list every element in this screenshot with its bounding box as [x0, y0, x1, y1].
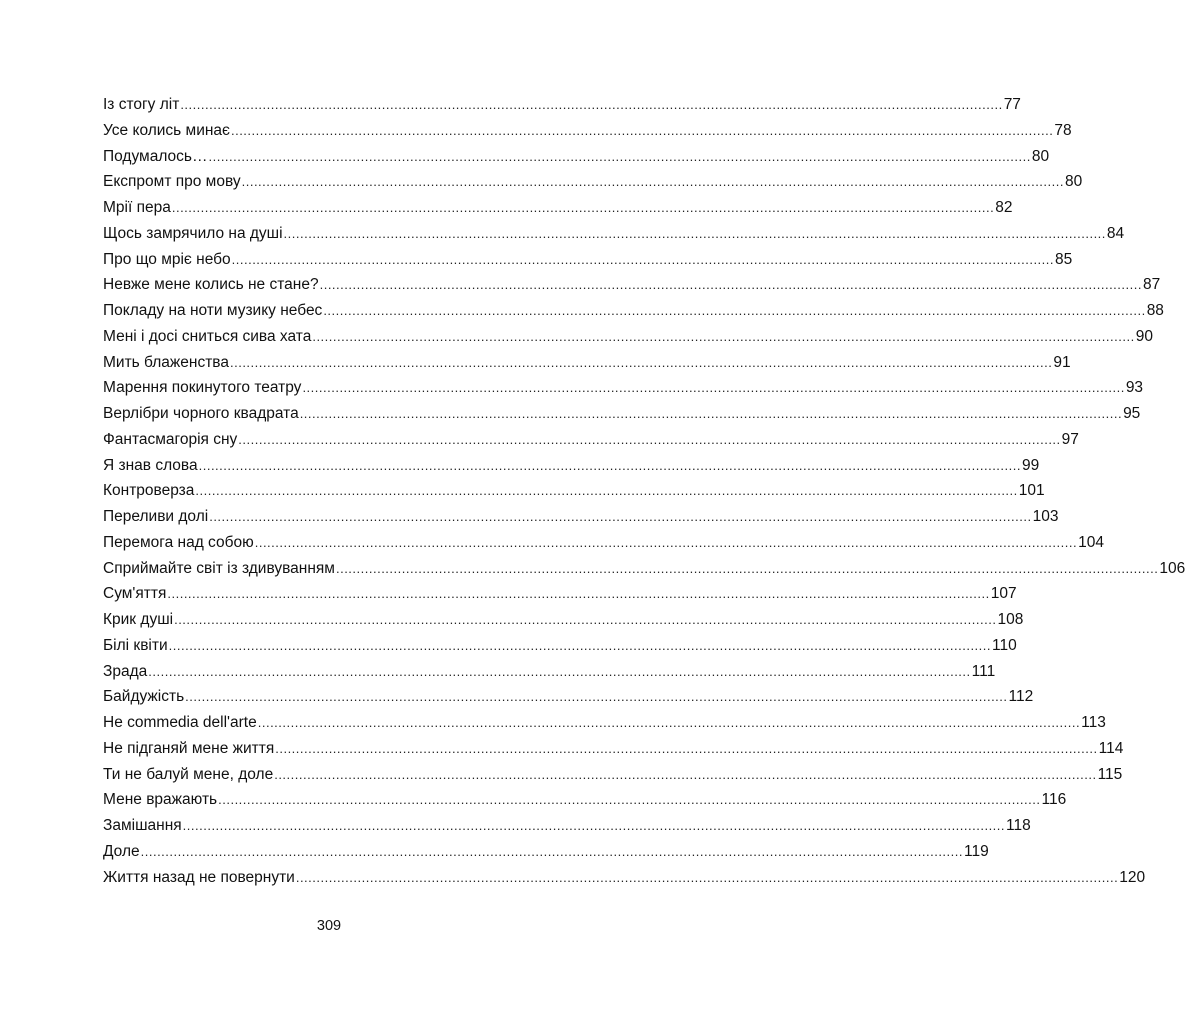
toc-entry-page: 110 — [992, 636, 1017, 654]
toc-entry-title: Замішання — [103, 817, 182, 834]
toc-entry — [103, 839, 989, 865]
toc-entry-page: 113 — [1081, 714, 1106, 731]
toc-entry-page: 104 — [1078, 533, 1104, 551]
dot-leader: ........................................................................................................................................................................................................ — [209, 509, 1032, 524]
dot-leader: ........................................................................................................................................................................................................ — [171, 200, 995, 215]
toc-entry-page: 118 — [1006, 817, 1031, 834]
toc-entry — [103, 221, 1125, 247]
dot-leader: ........................................................................................................................................................................................................ — [229, 354, 1053, 370]
dot-leader: ........................................................................................................................................................................................................ — [185, 689, 1008, 705]
dot-leader: ........................................................................................................................................................................................................ — [241, 174, 1064, 190]
toc-entry — [103, 530, 1104, 556]
toc-entry-title: Невже мене колись не стане? — [103, 276, 319, 294]
toc-entry-page: 93 — [1125, 379, 1144, 397]
toc-entry-title: Марення покинутого театру — [103, 379, 302, 397]
toc-entry — [103, 659, 996, 685]
dot-leader: ........................................................................................................................................................................................................ — [174, 612, 997, 627]
toc-entry-title: Експромт про мову — [103, 173, 241, 191]
toc-entry-page: 80 — [1064, 173, 1083, 191]
toc-entry-title: Щось замрячило на душі — [103, 224, 283, 242]
toc-entry-title: Сум'яття — [103, 585, 167, 603]
toc-entry-page: 114 — [1098, 739, 1124, 757]
toc-entry — [103, 478, 1045, 504]
dot-leader: ........................................................................................................................................................................................................ — [319, 277, 1142, 293]
dot-leader: ........................................................................................................................................................................................................ — [295, 869, 1119, 885]
toc-entry-title: Контроверза — [103, 482, 195, 500]
toc-entry-title: Сприймайте світ із здивуванням — [103, 559, 335, 577]
toc-entry — [103, 298, 1164, 324]
toc-entry-title: Верлібри чорного квадрата — [103, 405, 299, 422]
toc-entry-page: 90 — [1135, 327, 1153, 345]
toc-entry-page: 112 — [1008, 688, 1034, 706]
toc-entry-page: 95 — [1123, 405, 1141, 422]
toc-entry — [103, 427, 1079, 453]
toc-entry — [103, 865, 1146, 891]
dot-leader: ........................................................................................................................................................................................................ — [230, 122, 1054, 138]
toc-entry — [103, 684, 1034, 710]
toc-entry — [103, 581, 1017, 607]
toc-entry-title: Мрії пера — [103, 199, 171, 216]
toc-entry-title: Не підганяй мене життя — [103, 739, 275, 757]
toc-entry — [103, 710, 1106, 736]
toc-entry-page: 77 — [1003, 96, 1021, 113]
toc-entry-title: Перемога над собою — [103, 533, 254, 551]
toc-entry-title: Я знав слова — [103, 456, 198, 474]
toc-entry-title: Мить блаженства — [103, 353, 229, 371]
toc-entry-page: 78 — [1054, 121, 1072, 139]
dot-leader: ........................................................................................................................................................................................................ — [180, 97, 1003, 112]
toc-entry — [103, 762, 1123, 788]
toc-entry-page: 82 — [995, 199, 1013, 216]
toc-entry-title: Із стогу літ — [103, 96, 180, 113]
toc-entry — [103, 453, 1040, 479]
toc-entry — [103, 169, 1083, 195]
page-number: 309 — [316, 918, 342, 934]
toc-entry — [103, 504, 1059, 530]
toc-entry-page: 108 — [997, 611, 1024, 628]
toc-entry — [103, 633, 1017, 659]
toc-entry-title: Не commedia dell'arte — [103, 714, 257, 731]
toc-entry — [103, 736, 1124, 762]
toc-entry-page: 91 — [1053, 353, 1071, 371]
toc-entry-page: 120 — [1119, 868, 1146, 886]
toc-entry-title: Усе колись минає — [103, 121, 230, 139]
dot-leader: ........................................................................................................................................................................................................ — [231, 251, 1055, 267]
dot-leader: ........................................................................................................................................................................................................ — [302, 380, 1125, 396]
toc-entry-page: 85 — [1055, 250, 1073, 268]
toc-entry — [103, 607, 1024, 633]
toc-entry-page: 111 — [971, 662, 996, 680]
toc-entry-title: Ти не балуй мене, доле — [103, 765, 274, 783]
dot-leader: ........................................................................................................................................................................................................ — [182, 818, 1006, 833]
toc-entry — [103, 195, 1013, 221]
toc-entry-title: Мене вражають — [103, 791, 218, 809]
toc-entry-title: Покладу на ноти музику небес — [103, 302, 323, 319]
dot-leader: ........................................................................................................................................................................................................ — [140, 843, 963, 859]
toc-entry-title: Білі квіти — [103, 636, 168, 654]
toc-entry — [103, 350, 1071, 376]
toc-entry-title: Доле — [103, 842, 140, 860]
dot-leader: ........................................................................................................................................................................................................ — [198, 457, 1021, 473]
toc-entry — [103, 787, 1067, 813]
toc-entry-title: Переливи долі — [103, 508, 209, 525]
dot-leader: ........................................................................................................................................................................................................ — [167, 586, 990, 602]
dot-leader: ........................................................................................................................................................................................................ — [238, 431, 1061, 447]
toc-entry-title: Фантасмагорія сну — [103, 430, 238, 448]
toc-entry-page: 107 — [990, 585, 1017, 603]
toc-entry-page: 119 — [964, 842, 989, 860]
toc-entry-title: Про що мріє небо — [103, 250, 231, 268]
dot-leader: ........................................................................................................................................................................................................ — [275, 740, 1098, 756]
toc-entry-page: 101 — [1018, 482, 1045, 500]
dot-leader: ........................................................................................................................................................................................................ — [254, 534, 1078, 550]
toc-entry — [103, 813, 1031, 839]
dot-leader: ........................................................................................................................................................................................................ — [257, 715, 1081, 730]
dot-leader: ........................................................................................................................................................................................................ — [195, 483, 1018, 499]
dot-leader: ........................................................................................................................................................................................................ — [218, 792, 1041, 808]
toc-entry-title: Мені і досі сниться сива хата — [103, 327, 312, 345]
dot-leader: ........................................................................................................................................................................................................ — [274, 766, 1097, 782]
toc-entry — [103, 272, 1161, 298]
toc-entry-page: 116 — [1041, 791, 1067, 809]
dot-leader: ........................................................................................................................................................................................................ — [335, 560, 1159, 576]
toc-entry-page: 103 — [1032, 508, 1059, 525]
toc-entry-title: Життя назад не повернути — [103, 868, 295, 886]
toc-entry — [103, 118, 1072, 144]
toc-entry — [103, 375, 1144, 401]
dot-leader: ........................................................................................................................................................................................................ — [312, 328, 1135, 344]
dot-leader: ........................................................................................................................................................................................................ — [299, 406, 1123, 421]
table-of-contents — [103, 92, 1185, 890]
toc-entry-page: 115 — [1097, 765, 1123, 783]
toc-entry-title: Байдужість — [103, 688, 185, 706]
toc-entry-title: Крик душі — [103, 611, 174, 628]
dot-leader: ........................................................................................................................................................................................................ — [323, 303, 1146, 318]
toc-entry — [103, 324, 1153, 350]
toc-entry-page: 80 — [1031, 147, 1050, 165]
dot-leader: ........................................................................................................................................................................................................ — [283, 225, 1106, 241]
toc-entry — [103, 247, 1073, 273]
toc-entry-title: Подумалось… — [103, 147, 208, 165]
toc-entry-page: 88 — [1146, 302, 1164, 319]
dot-leader: ........................................................................................................................................................................................................ — [208, 148, 1031, 164]
dot-leader: ........................................................................................................................................................................................................ — [148, 663, 971, 679]
toc-entry — [103, 401, 1141, 427]
toc-entry — [103, 556, 1185, 582]
toc-entry-page: 87 — [1142, 276, 1161, 294]
toc-entry-title: Зрада — [103, 662, 148, 680]
toc-entry-page: 99 — [1021, 456, 1040, 474]
toc-entry-page: 106 — [1159, 559, 1185, 577]
dot-leader: ........................................................................................................................................................................................................ — [168, 637, 992, 653]
toc-entry — [103, 92, 1021, 118]
toc-entry-page: 97 — [1061, 430, 1079, 448]
toc-entry-page: 84 — [1106, 224, 1125, 242]
toc-entry — [103, 144, 1050, 170]
